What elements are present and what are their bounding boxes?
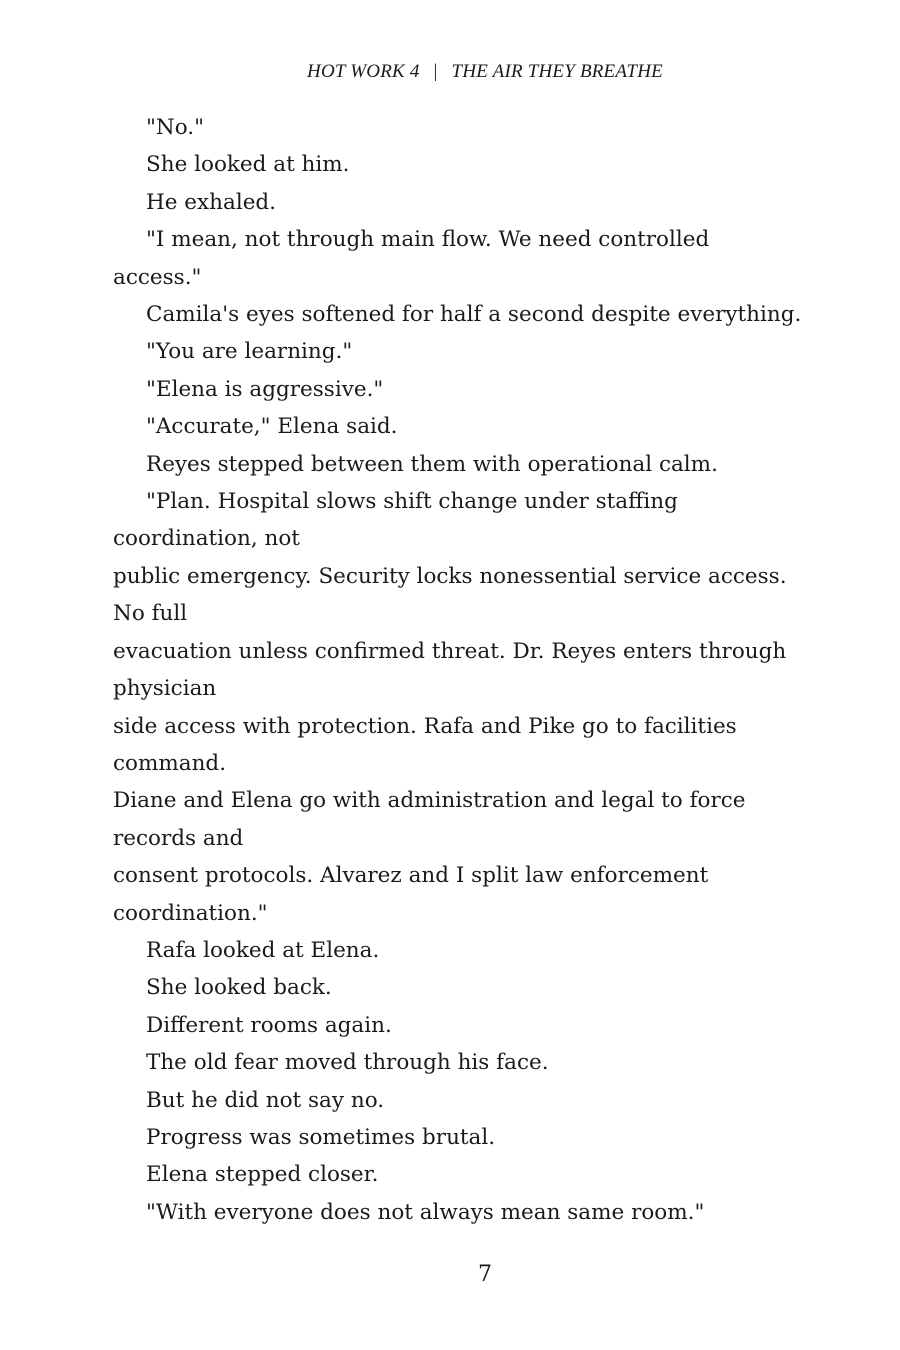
text-line: records and [113, 825, 244, 851]
text-line: "Elena is aggressive." [146, 376, 384, 402]
text-line: Progress was sometimes brutal. [146, 1124, 496, 1150]
text-line: "No." [146, 115, 204, 140]
text-line: The old fear moved through his face. [146, 1050, 549, 1076]
text-line: command. [113, 750, 227, 776]
body-text [113, 109, 833, 1231]
text-line: access." [113, 264, 202, 290]
text-line: "Plan. Hospital slows shift change under staffing [146, 489, 678, 515]
text-line: Camila's eyes softened for half a second despite everything. [146, 302, 802, 328]
text-line: consent protocols. Alvarez and I split law enforcement [113, 863, 709, 889]
text-line: No full [113, 601, 188, 627]
running-head-book-title: HOT WORK 4 [307, 61, 420, 82]
text-line: Diane and Elena go with administration and legal to force [113, 788, 746, 814]
text-line: Rafa looked at Elena. [146, 937, 380, 963]
text-line: physician [113, 676, 217, 702]
text-line: public emergency. Security locks nonessential service access. [113, 563, 787, 589]
text-line: He exhaled. [146, 189, 277, 215]
text-line: Reyes stepped between them with operational calm. [146, 451, 718, 477]
text-line: side access with protection. Rafa and Pike go to facilities [113, 713, 737, 739]
text-line: She looked back. [146, 975, 332, 1001]
text-line: "With everyone does not always mean same room." [146, 1199, 705, 1225]
running-head [0, 61, 900, 83]
text-line: "Accurate," Elena said. [146, 414, 398, 440]
text-line: Elena stepped closer. [146, 1162, 379, 1188]
text-line: evacuation unless confirmed threat. Dr. Reyes enters through [113, 638, 787, 664]
text-line: But he did not say no. [146, 1087, 385, 1113]
running-head-separator: | [433, 61, 438, 82]
text-line: Different rooms again. [146, 1012, 392, 1038]
text-line: coordination, not [113, 526, 300, 552]
text-line: "I mean, not through main flow. We need controlled [146, 227, 710, 253]
text-line: coordination." [113, 900, 268, 926]
running-head-chapter-title: THE AIR THEY BREATHE [451, 61, 663, 82]
text-line: "You are learning." [146, 339, 353, 365]
text-line: She looked at him. [146, 152, 350, 178]
page-number: 7 [478, 1262, 492, 1287]
